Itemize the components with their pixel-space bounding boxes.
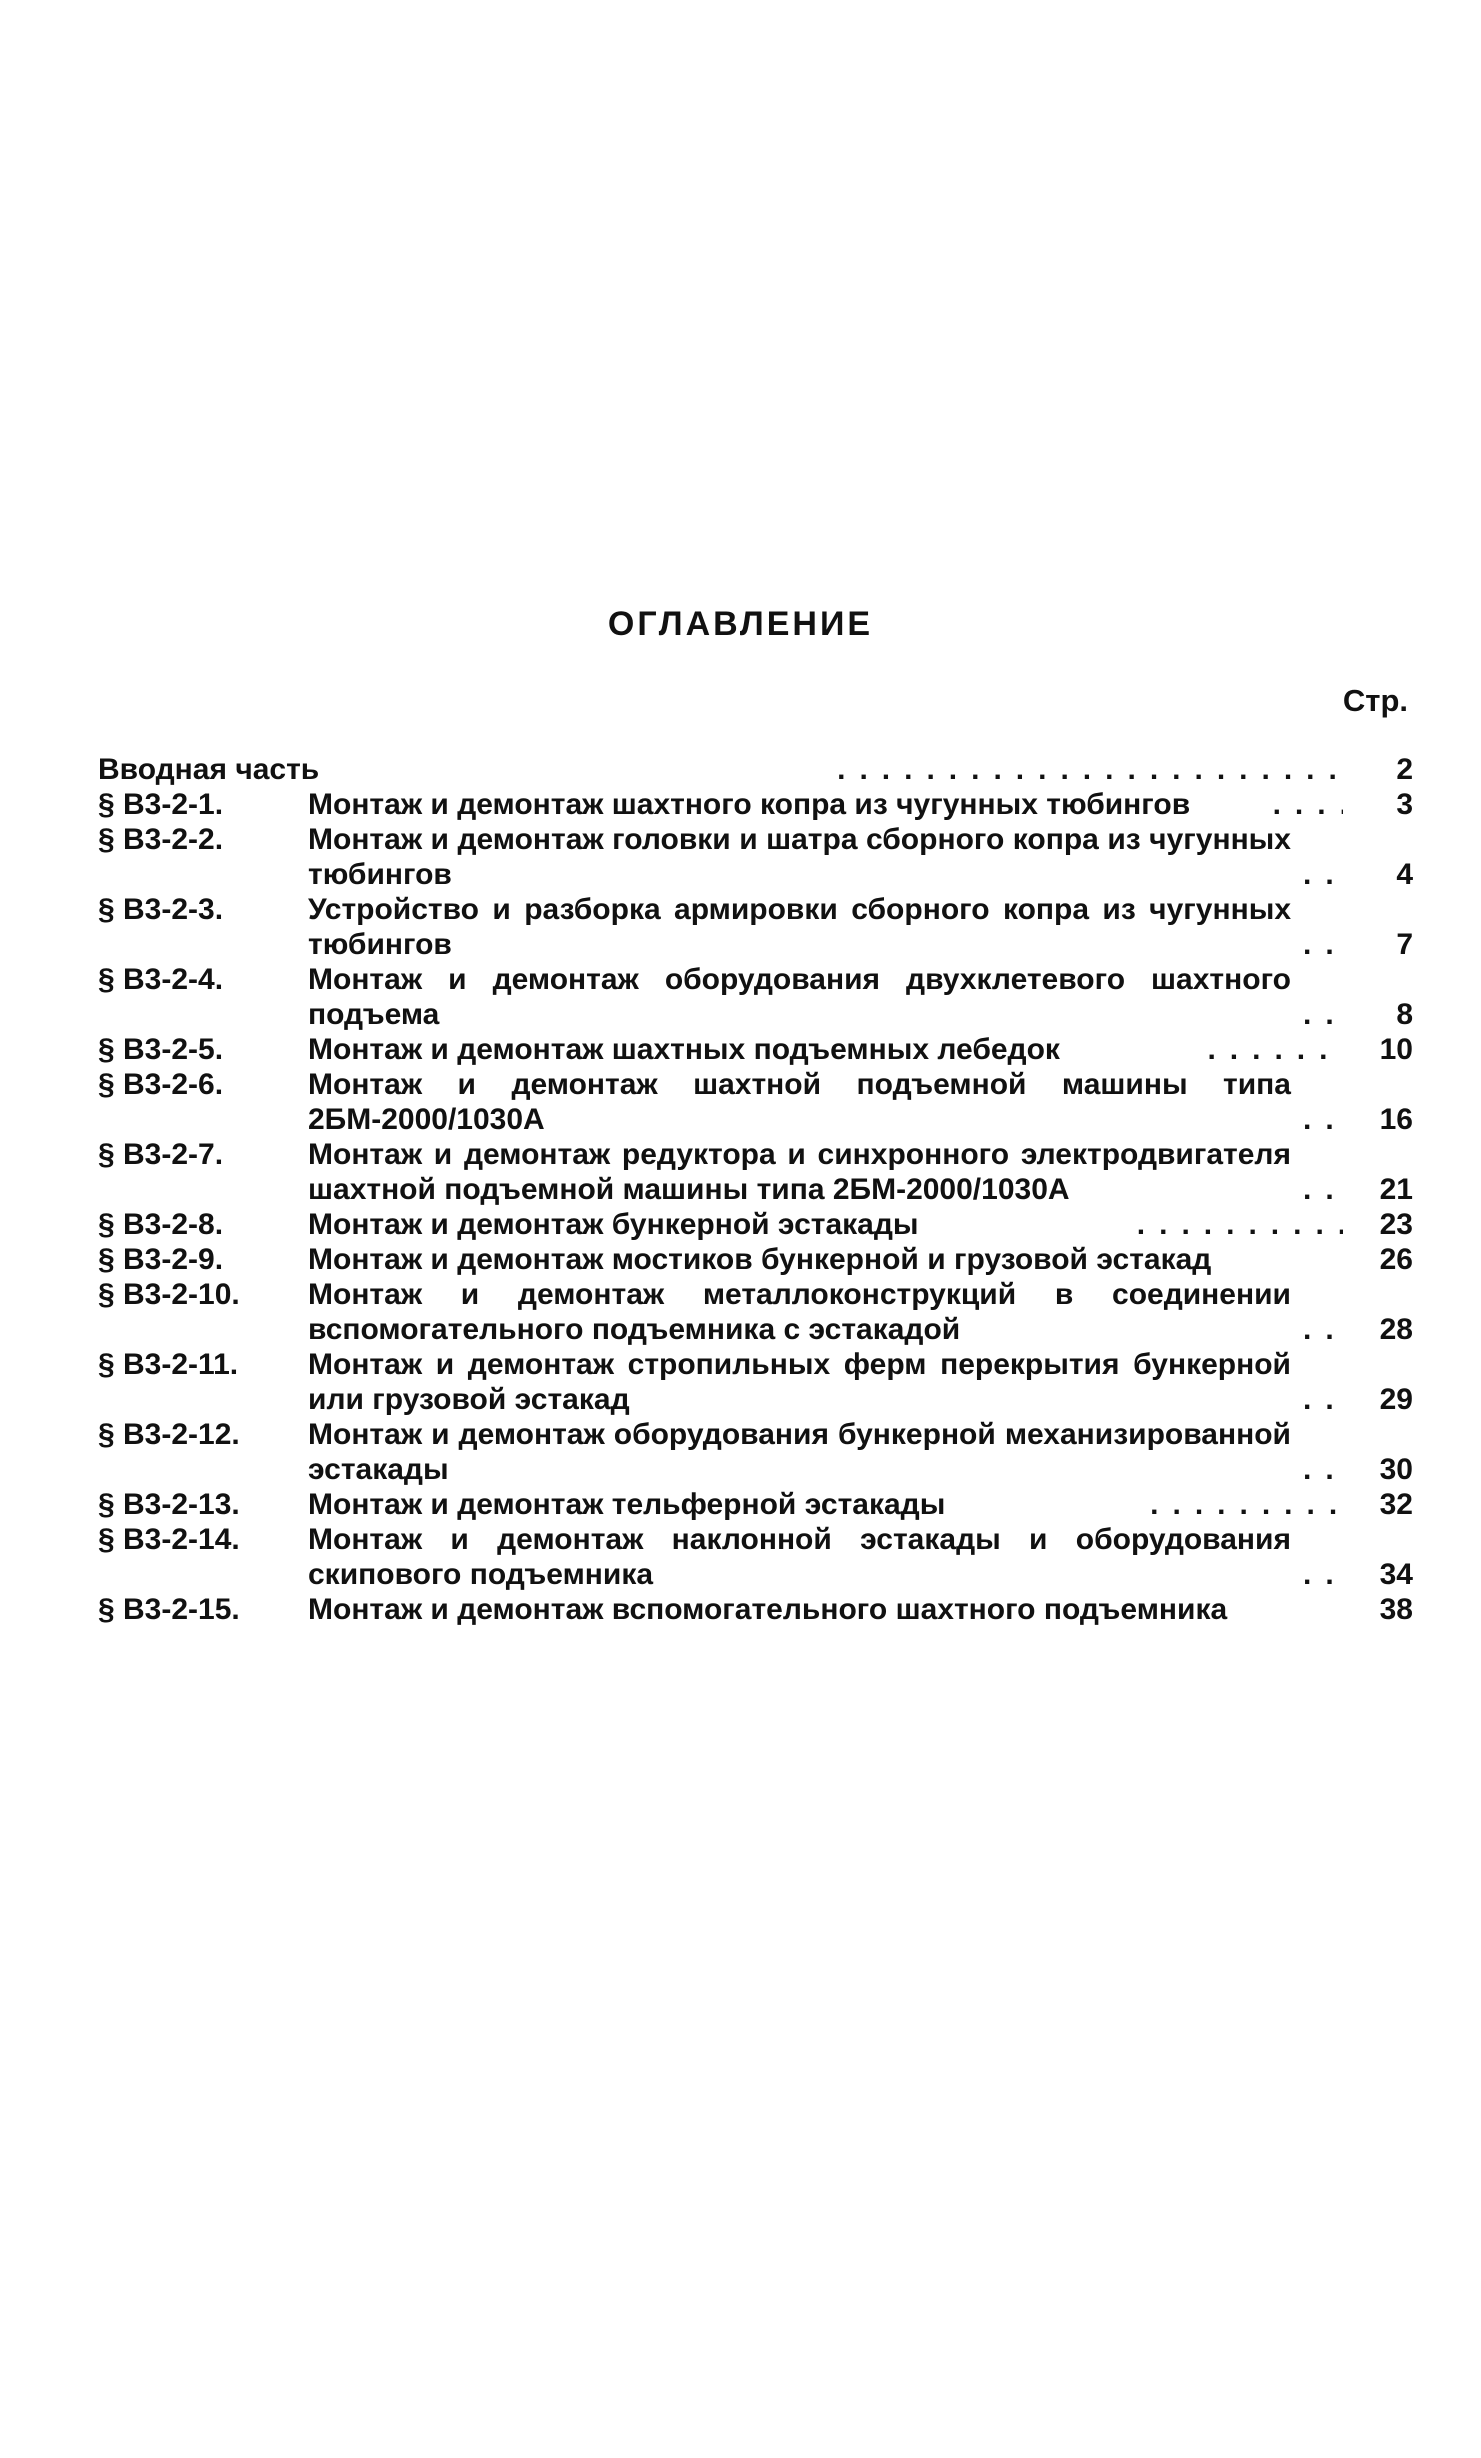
toc-entry-page: 8 xyxy=(1396,998,1413,1031)
dot-leader xyxy=(1291,857,1343,892)
toc-entry-text: Устройство и разборка армировки сборного копра из чугунных тюбингов xyxy=(308,893,1291,961)
toc-entry-page: 30 xyxy=(1379,1453,1413,1486)
toc-entry-text: Монтаж и демонтаж стропильных ферм перекрытия бункерной или грузовой эстакад xyxy=(308,1348,1291,1416)
toc-entry-text: Монтаж и демонтаж оборудования бункерной механизированной эстакады xyxy=(308,1418,1291,1486)
table-of-contents xyxy=(98,752,1413,1627)
toc-entry-text: Монтаж и демонтаж шахтных подъемных лебедок xyxy=(308,1033,1060,1066)
toc-entry-number: § В3-2-6. xyxy=(98,1068,224,1101)
dot-leader xyxy=(1291,1557,1343,1592)
toc-entry-page: 2 xyxy=(1396,753,1413,786)
toc-entry-body xyxy=(308,787,1343,822)
toc-entry-number: § В3-2-2. xyxy=(98,823,224,856)
toc-entry-number: § В3-2-13. xyxy=(98,1488,240,1521)
toc-entry xyxy=(98,822,1413,892)
toc-entry xyxy=(98,1487,1413,1522)
toc-entry-page: 34 xyxy=(1379,1558,1413,1591)
toc-entry xyxy=(98,892,1413,962)
toc-entry-number: § В3-2-5. xyxy=(98,1033,224,1066)
toc-entry-body xyxy=(308,1242,1343,1277)
toc-entry-text: Монтаж и демонтаж шахтной подъемной машины типа 2БМ-2000/1030А xyxy=(308,1068,1291,1136)
toc-entry-body xyxy=(308,1522,1343,1592)
toc-entry-number: § В3-2-7. xyxy=(98,1138,224,1171)
toc-entry-number: § В3-2-1. xyxy=(98,788,224,821)
toc-entry-number: § В3-2-8. xyxy=(98,1208,224,1241)
toc-entry xyxy=(98,787,1413,822)
toc-entry xyxy=(98,1592,1413,1627)
dot-leader xyxy=(1195,1032,1343,1067)
dot-leader xyxy=(1138,1487,1343,1522)
toc-entry-text: Вводная часть xyxy=(98,753,320,786)
toc-entry-body xyxy=(308,962,1343,1032)
toc-entry-text: Монтаж и демонтаж редуктора и синхронного электродвигателя шахтной подъемной машины типа 2БМ-2000/1030А xyxy=(308,1138,1291,1206)
toc-entry-text: Монтаж и демонтаж наклонной эстакады и оборудования скипового подъемника xyxy=(308,1523,1291,1591)
toc-entry xyxy=(98,1242,1413,1277)
toc-entry xyxy=(98,962,1413,1032)
toc-entry-text: Монтаж и демонтаж головки и шатра сборного копра из чугунных тюбингов xyxy=(308,823,1291,891)
toc-entry-page: 4 xyxy=(1396,858,1413,891)
dot-leader xyxy=(1291,1102,1343,1137)
toc-entry-page: 3 xyxy=(1396,788,1413,821)
toc-entry-body xyxy=(308,1137,1343,1207)
toc-entry-text: Монтаж и демонтаж металлоконструкций в соединении вспомогательного подъемника с эстакадой xyxy=(308,1278,1291,1346)
toc-entry-page: 26 xyxy=(1379,1243,1413,1276)
toc-entry-body xyxy=(308,1592,1343,1627)
toc-entry xyxy=(98,1067,1413,1137)
toc-entry-text: Монтаж и демонтаж шахтного копра из чугунных тюбингов xyxy=(308,788,1191,821)
toc-entry-page: 32 xyxy=(1379,1488,1413,1521)
toc-entry xyxy=(98,1417,1413,1487)
page-column-label: Стр. xyxy=(1342,683,1408,718)
toc-entry-body xyxy=(308,1487,1343,1522)
toc-entry-number: § В3-2-12. xyxy=(98,1418,240,1451)
toc-entry-page: 16 xyxy=(1379,1103,1413,1136)
toc-entry-body xyxy=(308,1207,1343,1242)
toc-entry-number: § В3-2-3. xyxy=(98,893,224,926)
toc-title: ОГЛАВЛЕНИЕ xyxy=(607,605,874,643)
toc-entry-body xyxy=(308,1417,1343,1487)
toc-entry-number: § В3-2-9. xyxy=(98,1243,224,1276)
toc-entry xyxy=(98,1137,1413,1207)
toc-entry-page: 38 xyxy=(1379,1593,1413,1626)
toc-entry-text: Монтаж и демонтаж мостиков бункерной и грузовой эстакад xyxy=(308,1243,1212,1276)
dot-leader xyxy=(1291,1312,1343,1347)
toc-entry-text: Монтаж и демонтаж вспомогательного шахтного подъемника xyxy=(308,1593,1228,1626)
toc-entry-page: 10 xyxy=(1379,1033,1413,1066)
toc-entry-page: 28 xyxy=(1379,1313,1413,1346)
toc-entry-body xyxy=(308,892,1343,962)
toc-entry-number: § В3-2-4. xyxy=(98,963,224,996)
toc-entry-page: 21 xyxy=(1379,1173,1413,1206)
toc-entry xyxy=(98,1032,1413,1067)
dot-leader xyxy=(1125,1207,1343,1242)
toc-entry xyxy=(98,1277,1413,1347)
toc-entry-body xyxy=(308,822,1343,892)
dot-leader xyxy=(1291,1172,1343,1207)
dot-leader xyxy=(1291,997,1343,1032)
toc-entry-body xyxy=(308,1347,1343,1417)
toc-entry-text: Монтаж и демонтаж оборудования двухклетевого шахтного подъема xyxy=(308,963,1291,1031)
toc-entry-number: § В3-2-10. xyxy=(98,1278,240,1311)
dot-leader xyxy=(1291,1452,1343,1487)
toc-entry-body xyxy=(308,1277,1343,1347)
toc-entry xyxy=(98,1347,1413,1417)
toc-entry-body xyxy=(308,1032,1343,1067)
toc-entry-body xyxy=(308,1067,1343,1137)
toc-entry xyxy=(98,1522,1413,1592)
toc-entry-page: 23 xyxy=(1379,1208,1413,1241)
dot-leader xyxy=(1291,927,1343,962)
toc-entry xyxy=(98,1207,1413,1242)
toc-entry-text: Монтаж и демонтаж тельферной эстакады xyxy=(308,1488,946,1521)
toc-entry-body xyxy=(98,752,1343,787)
toc-entry xyxy=(98,752,1413,787)
toc-entry-page: 7 xyxy=(1396,928,1413,961)
toc-entry-number: § В3-2-11. xyxy=(98,1348,239,1381)
dot-leader xyxy=(825,752,1343,787)
toc-entry-number: § В3-2-15. xyxy=(98,1593,240,1626)
dot-leader xyxy=(1261,787,1343,822)
toc-entry-page: 29 xyxy=(1379,1383,1413,1416)
dot-leader xyxy=(1291,1382,1343,1417)
toc-entry-text: Монтаж и демонтаж бункерной эстакады xyxy=(308,1208,919,1241)
toc-entry-number: § В3-2-14. xyxy=(98,1523,240,1556)
